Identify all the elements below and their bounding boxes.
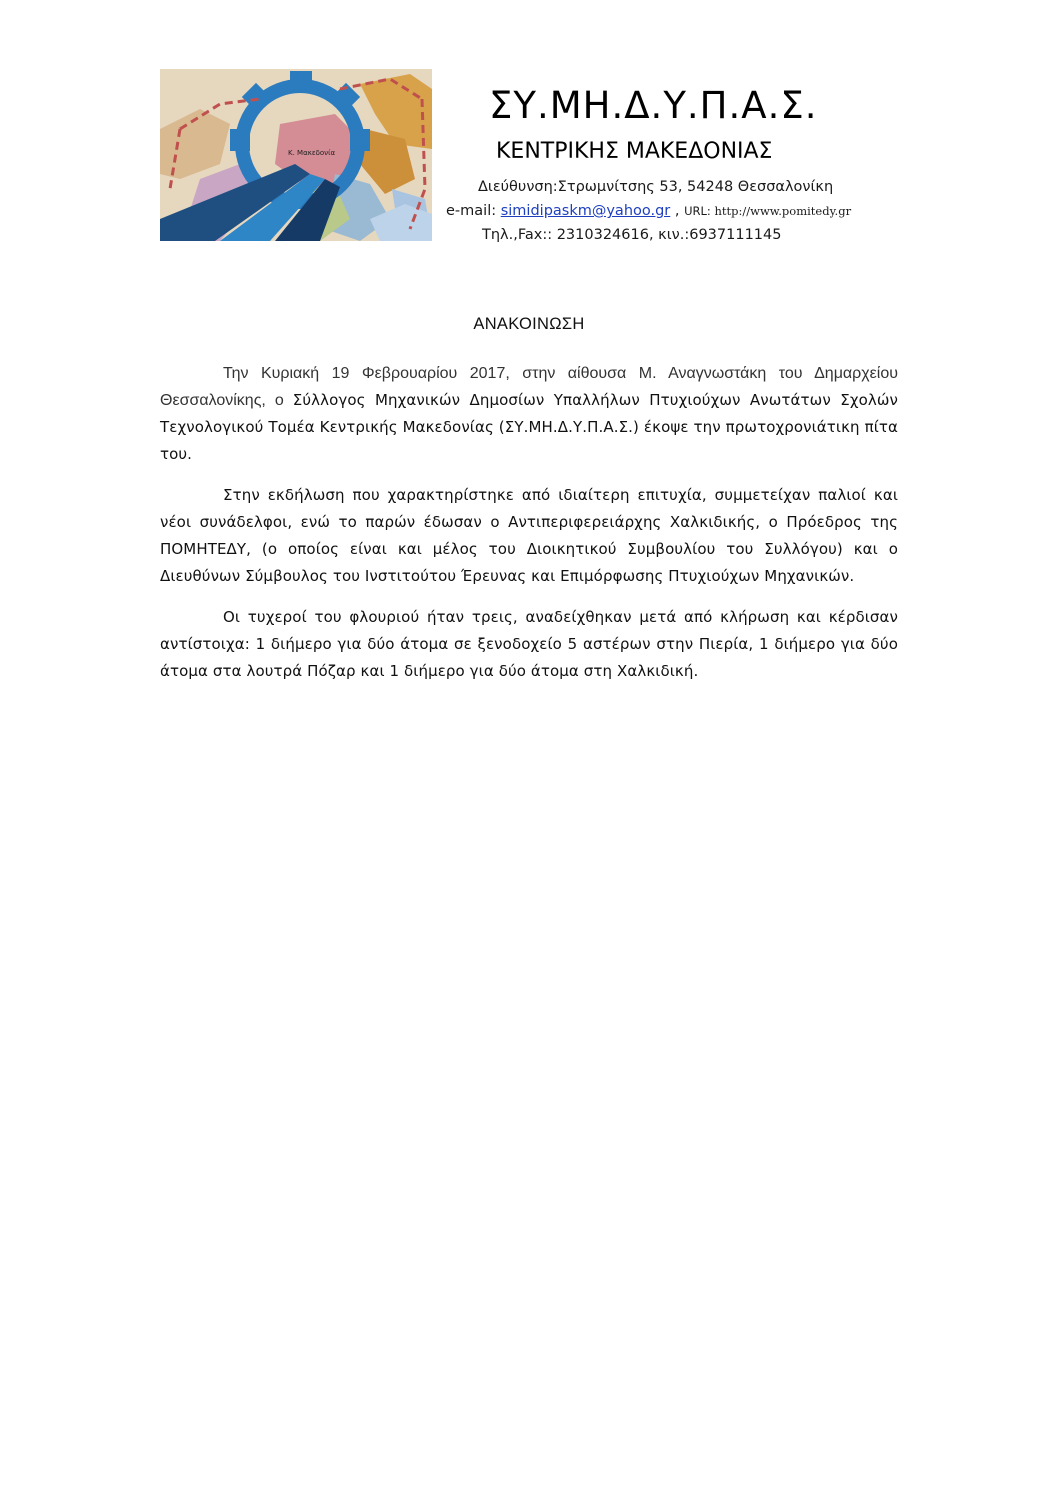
organization-title: ΣΥ.ΜΗ.Δ.Υ.Π.Α.Σ. [489, 84, 818, 127]
logo-map-label: Κ. Μακεδονία [288, 149, 336, 157]
email-link[interactable]: simidipaskm@yahoo.gr [500, 203, 671, 219]
logo-map-gear-graphic [160, 69, 432, 241]
paragraph-3: Οι τυχεροί του φλουριού ήταν τρεις, αναδείχθηκαν μετά από κλήρωση και κέρδισαν αντίστοιχα: 1 διήμερο για δύο άτομα σε ξενοδοχείο 5 αστέρων στην Πιερία, 1 διήμερο για δύο άτομα στα λουτρά Πόζαρ και 1 διήμερο για δύο άτομα στη Χαλκιδική. [160, 608, 898, 680]
address-line: Διεύθυνση:Στρωμνίτσης 53, 54248 Θεσσαλονίκη [478, 179, 834, 195]
paragraph-1-association: Σύλλογος Μηχανικών Δημοσίων Υπαλλήλων Πτυχιούχων Ανωτάτων Σχολών Τεχνολογικού Τομέα Κεντρικής Μακεδονίας (ΣΥ.ΜΗ.Δ.Υ.Π.Α.Σ.) έκοψε την πρωτοχρονιάτικη πίτα του. [160, 391, 898, 463]
email-separator: , [670, 203, 685, 219]
email-url-line [446, 203, 851, 219]
organization-region: ΚΕΝΤΡΙΚΗΣ ΜΑΚΕΔΟΝΙΑΣ [496, 139, 773, 164]
email-label: e-mail: [446, 203, 501, 219]
paragraph-1-intro: Την Κυριακή 19 Φεβρουαρίου 2017, στην αίθουσα Μ. Αναγνωστάκη του Δημαρχείου Θεσσαλονίκης, ο [160, 365, 898, 409]
phone-line: Τηλ.,Fax:: 2310324616, κιν.:6937111145 [482, 227, 782, 243]
url-link[interactable]: http://www.pomitedy.gr [714, 204, 852, 218]
announcement-heading: ΑΝΑΚΟΙΝΩΣΗ [473, 315, 585, 333]
organization-logo [160, 69, 432, 241]
paragraph-1 [160, 360, 898, 468]
announcement-body [160, 360, 898, 699]
url-label: URL: [684, 204, 715, 218]
paragraph-2: Στην εκδήλωση που χαρακτηρίστηκε από ιδιαίτερη επιτυχία, συμμετείχαν παλιοί και νέοι συνάδελφοι, ενώ το παρών έδωσαν ο Αντιπεριφερειάρχης Χαλκιδικής, ο Πρόεδρος της ΠΟΜΗΤΕΔΥ, (ο οποίος είναι και μέλος του Διοικητικού Συμβουλίου του Συλλόγου) και ο Διευθύνων Σύμβουλος του Ινστιτούτου Έρευνας και Επιμόρφωσης Πτυχιούχων Μηχανικών. [160, 486, 898, 585]
